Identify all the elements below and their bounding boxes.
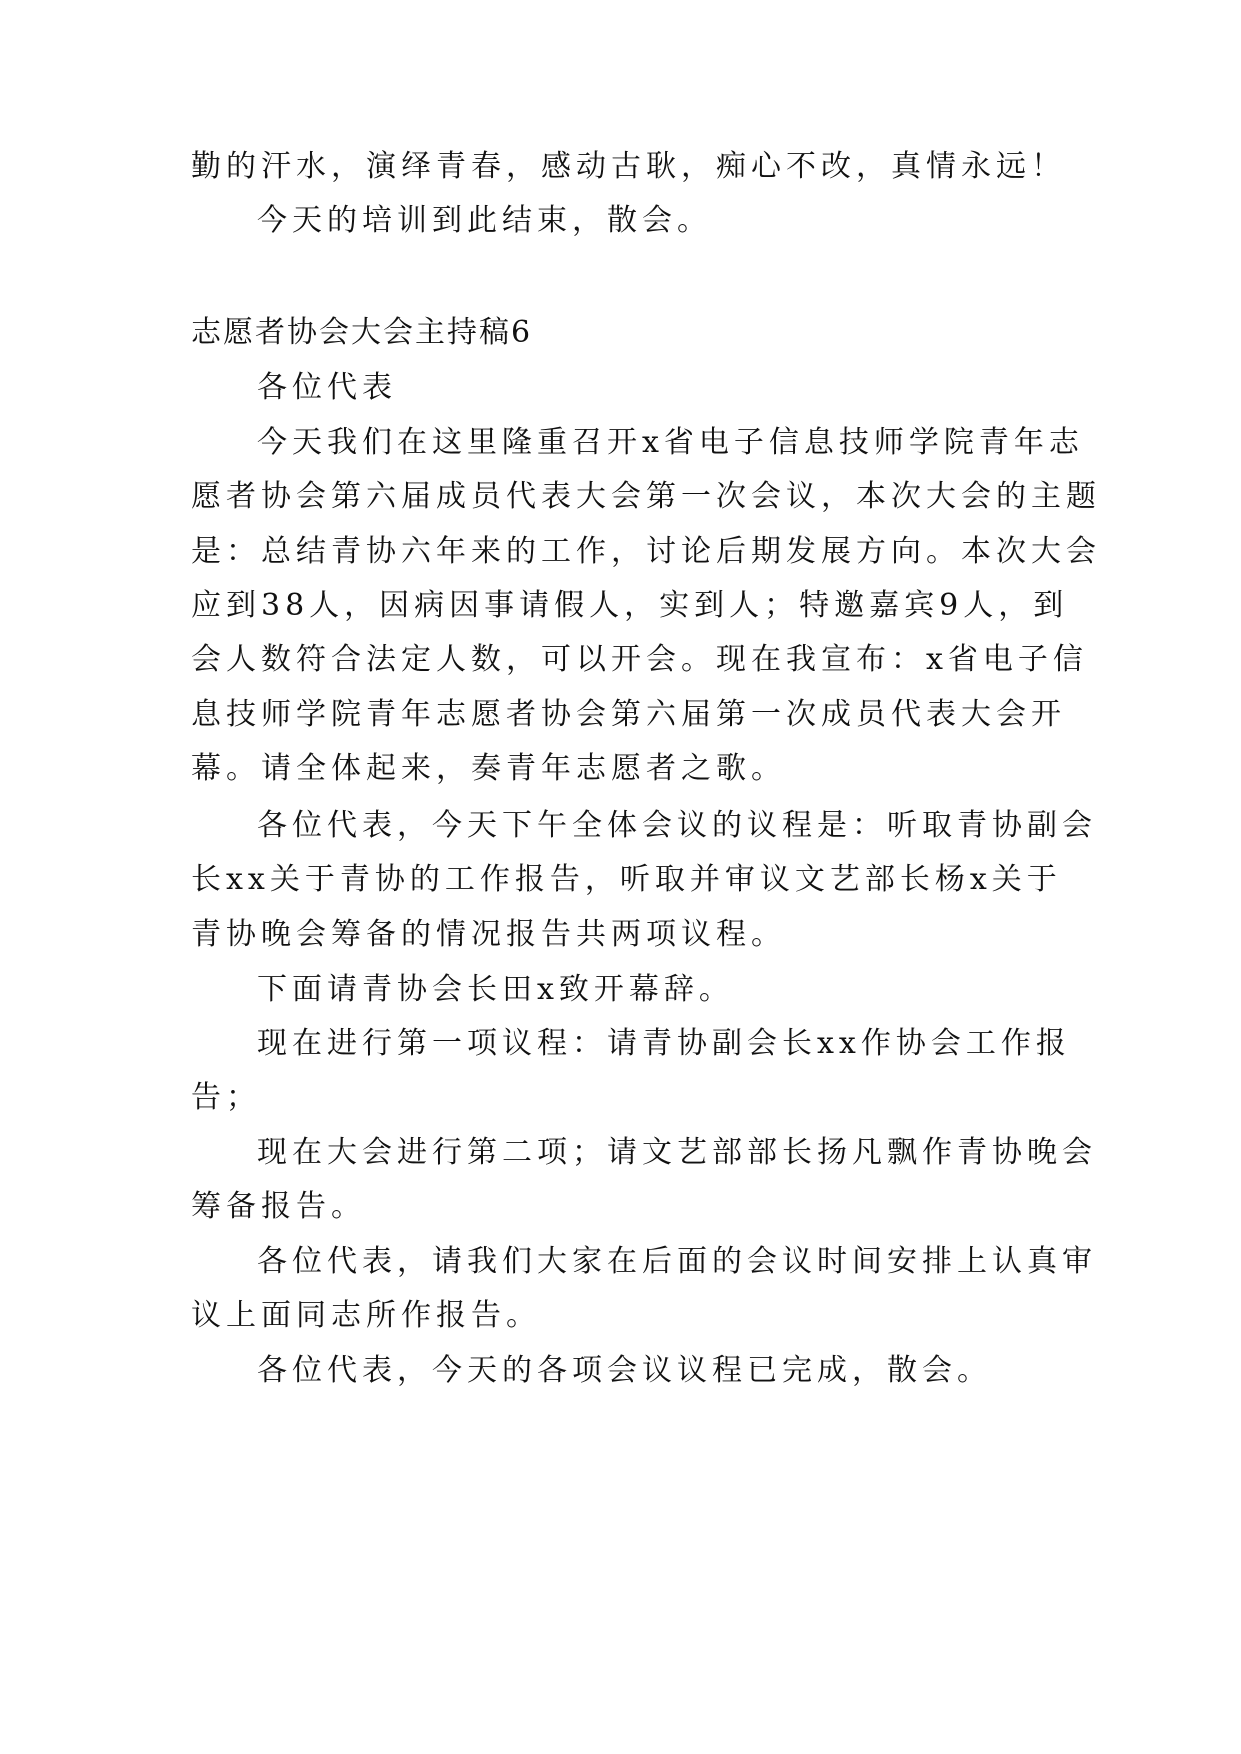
paragraph-line: 应到38人，因病因事请假人，实到人；特邀嘉宾9人，到 [191,588,1069,623]
paragraph-line: 今天我们在这里隆重召开x省电子信息技师学院青年志 [257,425,1084,460]
greeting-line: 各位代表 [257,370,397,405]
paragraph-line: 息技师学院青年志愿者协会第六届第一次成员代表大会开 [191,697,1066,732]
closing-line: 今天的培训到此结束，散会。 [257,203,712,238]
paragraph-line: 议上面同志所作报告。 [191,1298,541,1333]
paragraph-line: 现在大会进行第二项；请文艺部部长扬凡飘作青协晚会 [257,1135,1097,1170]
paragraph-line: 幕。请全体起来，奏青年志愿者之歌。 [191,751,786,786]
paragraph-line: 现在进行第一项议程：请青协副会长xx作协会工作报 [257,1026,1071,1061]
paragraph-line: 各位代表，请我们大家在后面的会议时间安排上认真审 [257,1244,1097,1279]
paragraph-line: 是：总结青协六年来的工作，讨论后期发展方向。本次大会 [191,534,1101,569]
paragraph-line: 告； [191,1080,261,1115]
paragraph-line: 各位代表，今天的各项会议议程已完成，散会。 [257,1353,992,1388]
paragraph-line: 各位代表，今天下午全体会议的议程是：听取青协副会 [257,808,1097,843]
section-heading: 志愿者协会大会主持稿6 [191,315,533,350]
paragraph-line: 筹备报告。 [191,1189,366,1224]
continuation-line: 勤的汗水，演绎青春，感动古耿，痴心不改，真情永远！ [191,149,1066,184]
paragraph-line: 青协晚会筹备的情况报告共两项议程。 [191,917,786,952]
paragraph-line: 下面请青协会长田x致开幕辞。 [257,972,734,1007]
paragraph-line: 长xx关于青协的工作报告，听取并审议文艺部长杨x关于 [191,862,1062,897]
paragraph-line: 愿者协会第六届成员代表大会第一次会议，本次大会的主题 [191,479,1101,514]
paragraph-line: 会人数符合法定人数，可以开会。现在我宣布：x省电子信 [191,642,1088,677]
